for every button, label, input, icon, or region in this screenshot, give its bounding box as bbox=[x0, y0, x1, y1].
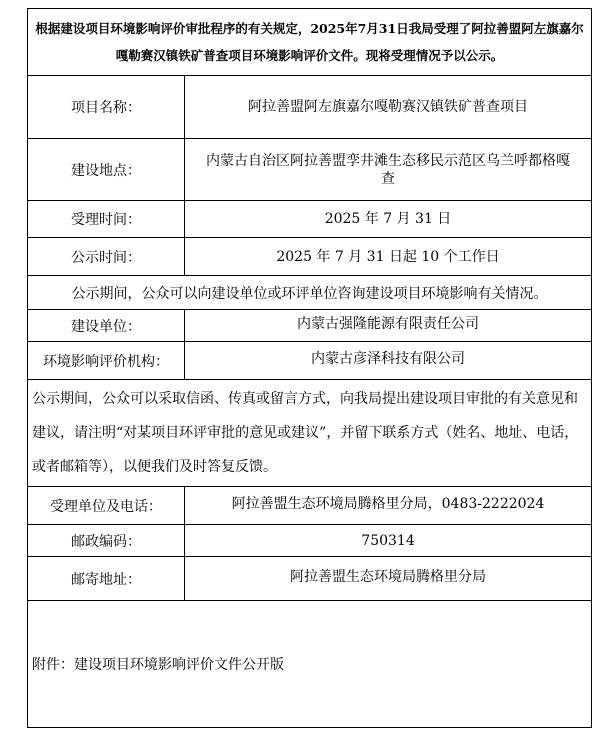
eia-agency-value: 内蒙古彦泽科技有限公司 bbox=[185, 342, 592, 380]
postcode-value: 750314 bbox=[185, 525, 592, 557]
table-row bbox=[28, 310, 592, 342]
postcode-label: 邮政编码： bbox=[28, 525, 185, 557]
notice-table bbox=[27, 8, 592, 728]
location-value: 内蒙古自治区阿拉善盟孪井滩生态移民示范区乌兰呼都格嘎查 bbox=[185, 139, 592, 201]
feedback-text: 公示期间，公众可以采取信函、传真或留言方式，向我局提出建设项目审批的有关意见和建议，请注明“对某项目环评审批的意见或建议”，并留下联系方式（姓名、地址、电话，或者邮箱等），以便我们及时答复反馈。 bbox=[28, 380, 592, 487]
table-row bbox=[28, 525, 592, 557]
accept-time-label: 受理时间： bbox=[28, 201, 185, 238]
builder-label: 建设单位： bbox=[28, 310, 185, 342]
mail-address-label: 邮寄地址： bbox=[28, 557, 185, 601]
consult-row bbox=[28, 276, 592, 310]
table-row bbox=[28, 139, 592, 201]
attachment-text: 附件：建设项目环境影响评价文件公开版 bbox=[28, 601, 592, 728]
project-name-label: 项目名称： bbox=[28, 76, 185, 139]
table-row bbox=[28, 487, 592, 525]
table-row bbox=[28, 557, 592, 601]
accept-time-value: 2025 年 7 月 31 日 bbox=[185, 201, 592, 238]
publicity-time-value: 2025 年 7 月 31 日起 10 个工作日 bbox=[185, 238, 592, 276]
attachment-row bbox=[28, 601, 592, 728]
consult-note: 公示期间，公众可以向建设单位或环评单位咨询建设项目环境影响有关情况。 bbox=[28, 276, 592, 310]
table-row bbox=[28, 238, 592, 276]
table-row bbox=[28, 201, 592, 238]
notice-document bbox=[27, 8, 591, 728]
contact-label: 受理单位及电话： bbox=[28, 487, 185, 525]
builder-value: 内蒙古强隆能源有限责任公司 bbox=[185, 310, 592, 342]
table-row bbox=[28, 76, 592, 139]
intro-text: 根据建设项目环境影响评价审批程序的有关规定，2025年7月31日我局受理了阿拉善盟阿左旗嘉尔嘎勒赛汉镇铁矿普查项目环境影响评价文件。现将受理情况予以公示。 bbox=[28, 9, 592, 76]
location-label: 建设地点： bbox=[28, 139, 185, 201]
feedback-row bbox=[28, 380, 592, 487]
project-name-value: 阿拉善盟阿左旗嘉尔嘎勒赛汉镇铁矿普查项目 bbox=[185, 76, 592, 139]
table-row bbox=[28, 342, 592, 380]
publicity-time-label: 公示时间： bbox=[28, 238, 185, 276]
intro-row bbox=[28, 9, 592, 76]
mail-address-value: 阿拉善盟生态环境局腾格里分局 bbox=[185, 557, 592, 601]
contact-value: 阿拉善盟生态环境局腾格里分局，0483-2222024 bbox=[185, 487, 592, 525]
eia-agency-label: 环境影响评价机构： bbox=[28, 342, 185, 380]
